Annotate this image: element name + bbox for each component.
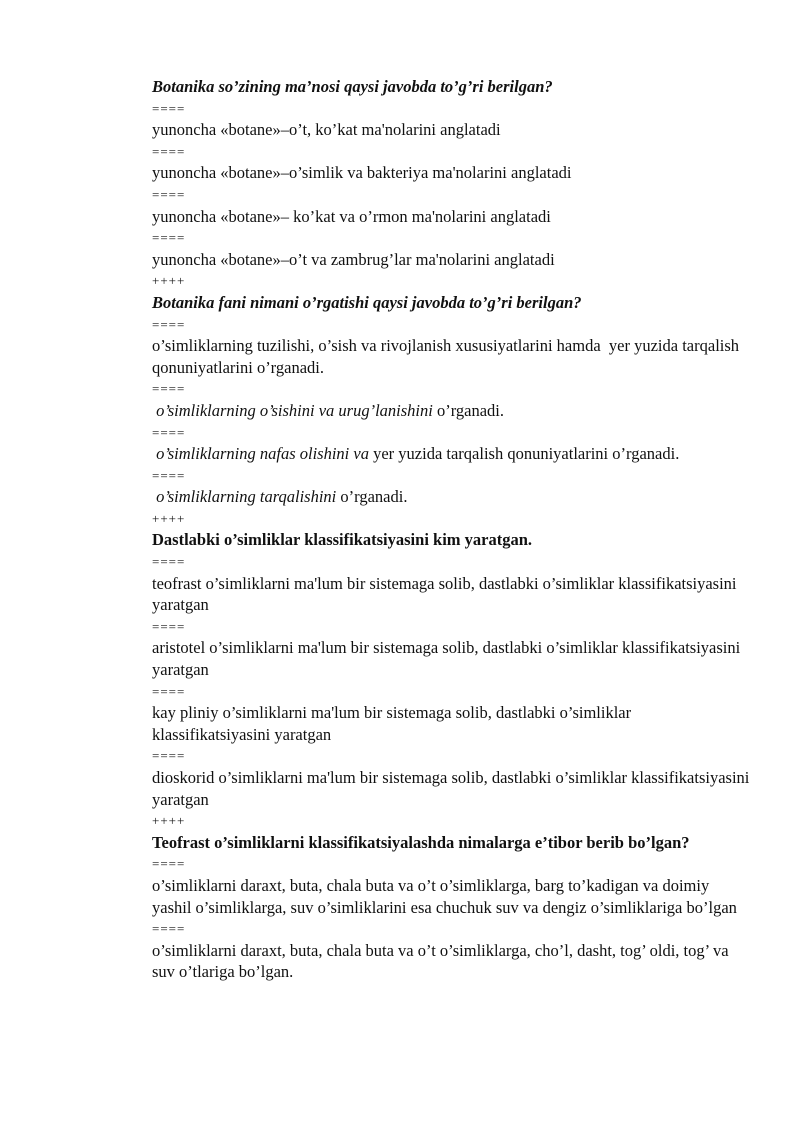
question-text: Botanika so’zining ma’nosi qaysi javobda to’g’ri berilgan? — [152, 77, 553, 96]
separator-marker: ==== — [152, 316, 186, 332]
answer-option: dioskorid o’simliklarni ma'lum bir sistemaga solib, dastlabki o’simliklar klassifikatsiyasini yaratgan — [152, 768, 754, 809]
answer-option: aristotel o’simliklarni ma'lum bir sistemaga solib, dastlabki o’simliklar klassifikatsiyasini yaratgan — [152, 638, 745, 680]
answer-plain-part: o’rganadi. — [432, 400, 505, 420]
answer-option — [152, 486, 752, 508]
question-text: Botanika fani nimani o’rgatishi qaysi javobda to’g’ri berilgan? — [152, 292, 582, 312]
answer-option: o’simliklarni daraxt, buta, chala buta va o’t o’simliklarga, barg to’kadigan va doimiy yashil o’simliklarga, suv o’simliklarini esa chuchuk suv va dengiz o’simliklariga bo’lgan — [152, 875, 737, 917]
separator-marker: ==== — [152, 100, 186, 116]
separator-marker: ==== — [152, 683, 186, 699]
separator-marker: ==== — [152, 467, 186, 483]
answer-italic-part: o’simliklarning tarqalishini — [152, 487, 337, 507]
answer-plain-part: o’rganadi. — [336, 487, 408, 507]
answer-option: kay pliniy o’simliklarni ma'lum bir sistemaga solib, dastlabki o’simliklar klassifikatsiyasini yaratgan — [152, 703, 636, 744]
answer-italic-part: o’simliklarning o’sishini va urug’lanishini — [152, 400, 433, 420]
document-page — [152, 76, 752, 983]
separator-marker: ==== — [152, 381, 186, 397]
separator-marker: ==== — [152, 748, 186, 764]
separator-marker: ==== — [152, 186, 186, 202]
answer-option: yunoncha «botane»–o’t va zambrug’lar ma'nolarini anglatadi — [152, 249, 555, 269]
answer-option — [152, 443, 752, 465]
separator-marker: ==== — [152, 554, 186, 570]
separator-marker: ==== — [152, 921, 186, 937]
separator-marker: ++++ — [152, 813, 186, 829]
answer-option: yunoncha «botane»–o’t, ko’kat ma'nolarini anglatadi — [152, 120, 501, 140]
separator-marker: ==== — [152, 230, 186, 246]
answer-option: o’simliklarni daraxt, buta, chala buta va o’t o’simliklarga, cho’l, dasht, tog’ oldi, tog’ va suv o’tlariga bo’lgan. — [152, 940, 733, 982]
answer-option: teofrast o’simliklarni ma'lum bir sistemaga solib, dastlabki o’simliklar klassifikatsiyasini yaratgan — [152, 573, 741, 615]
separator-marker: ++++ — [152, 273, 186, 289]
answer-option: o’simliklarning tuzilishi, o’sish va rivojlanish xususiyatlarini hamda yer yuzida tarqalish qonuniyatlarini o’rganadi. — [152, 336, 744, 377]
answer-option: yunoncha «botane»–o’simlik va bakteriya ma'nolarini anglatadi — [152, 163, 572, 183]
answer-option — [152, 400, 752, 422]
answer-italic-part: o’simliklarning nafas olishini va — [152, 444, 369, 464]
separator-marker: ++++ — [152, 510, 186, 526]
question-text: Teofrast o’simliklarni klassifikatsiyalashda nimalarga e’tibor berib bo’lgan? — [152, 832, 690, 852]
question-text: Dastlabki o’simliklar klassifikatsiyasini kim yaratgan. — [152, 530, 533, 550]
separator-marker: ==== — [152, 424, 186, 440]
separator-marker: ==== — [152, 856, 186, 872]
answer-option: yunoncha «botane»– ko’kat va o’rmon ma'nolarini anglatadi — [152, 206, 551, 226]
separator-marker: ==== — [152, 143, 186, 159]
answer-plain-part: yer yuzida tarqalish qonuniyatlarini o’rganadi. — [368, 444, 680, 464]
separator-marker: ==== — [152, 618, 186, 634]
